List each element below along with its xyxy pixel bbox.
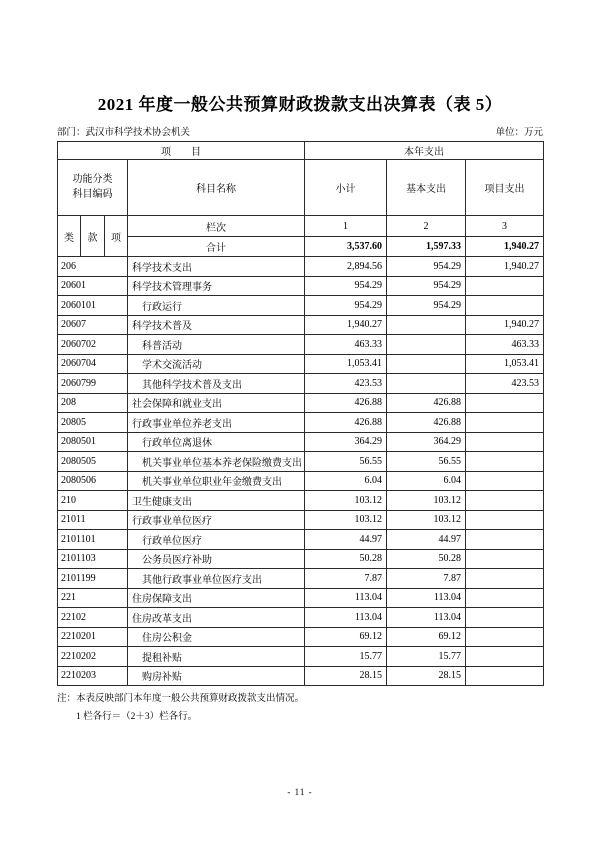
row-basic: 113.04 bbox=[387, 588, 466, 608]
header-project-expenditure: 项目支出 bbox=[466, 160, 544, 216]
row-project: 1,940.27 bbox=[466, 315, 544, 335]
page-number: - 11 - bbox=[287, 787, 313, 797]
row-basic bbox=[387, 315, 466, 335]
header-index-row bbox=[58, 216, 544, 237]
row-basic: 15.77 bbox=[387, 647, 466, 667]
table-row bbox=[58, 452, 544, 472]
table-row bbox=[58, 608, 544, 628]
row-name: 机关事业单位职业年金缴费支出 bbox=[128, 471, 305, 491]
row-code: 20805 bbox=[58, 413, 128, 433]
row-name: 行政单位离退休 bbox=[128, 432, 305, 452]
table-row bbox=[58, 315, 544, 335]
header-func-code bbox=[58, 160, 128, 216]
header-subtotal: 小计 bbox=[305, 160, 387, 216]
header-item: 项 bbox=[105, 216, 128, 257]
row-project bbox=[466, 393, 544, 413]
row-basic: 103.12 bbox=[387, 491, 466, 511]
row-project bbox=[466, 569, 544, 589]
header-column-index-label: 栏次 bbox=[128, 216, 305, 237]
row-project: 1,940.27 bbox=[466, 257, 544, 277]
table-row bbox=[58, 569, 544, 589]
row-subtotal: 423.53 bbox=[305, 374, 387, 394]
table-row bbox=[58, 276, 544, 296]
page-title: 2021 年度一般公共预算财政拨款支出决算表（表 5） bbox=[97, 95, 503, 114]
row-name: 行政事业单位医疗 bbox=[128, 510, 305, 530]
row-subtotal: 50.28 bbox=[305, 549, 387, 569]
row-project bbox=[466, 647, 544, 667]
table-body bbox=[58, 257, 544, 686]
row-subtotal: 103.12 bbox=[305, 491, 387, 511]
total-row bbox=[58, 237, 544, 257]
row-name: 学术交流活动 bbox=[128, 354, 305, 374]
row-subtotal: 1,053.41 bbox=[305, 354, 387, 374]
table-row bbox=[58, 471, 544, 491]
row-name: 住房公积金 bbox=[128, 627, 305, 647]
header-func-code-line1: 功能分类 bbox=[72, 174, 113, 185]
total-project: 1,940.27 bbox=[466, 237, 544, 257]
row-project bbox=[466, 413, 544, 433]
header-column-1: 1 bbox=[305, 216, 387, 237]
row-code: 2080505 bbox=[58, 452, 128, 472]
row-project bbox=[466, 491, 544, 511]
row-code: 206 bbox=[58, 257, 128, 277]
header-columns-row bbox=[58, 160, 544, 216]
row-project bbox=[466, 276, 544, 296]
row-project bbox=[466, 588, 544, 608]
row-code: 22102 bbox=[58, 608, 128, 628]
department-label: 部门：武汉市科学技术协会机关 bbox=[57, 128, 191, 138]
row-code: 2060799 bbox=[58, 374, 128, 394]
row-subtotal: 954.29 bbox=[305, 276, 387, 296]
row-name: 住房改革支出 bbox=[128, 608, 305, 628]
header-project-group: 项 目 bbox=[58, 142, 305, 160]
row-project bbox=[466, 608, 544, 628]
table-row bbox=[58, 647, 544, 667]
row-name: 提租补贴 bbox=[128, 647, 305, 667]
row-code: 210 bbox=[58, 491, 128, 511]
row-code: 2060702 bbox=[58, 335, 128, 355]
row-basic: 6.04 bbox=[387, 471, 466, 491]
header-basic-expenditure: 基本支出 bbox=[387, 160, 466, 216]
row-name: 科普活动 bbox=[128, 335, 305, 355]
row-code: 2210202 bbox=[58, 647, 128, 667]
row-basic: 113.04 bbox=[387, 608, 466, 628]
table-row bbox=[58, 257, 544, 277]
row-subtotal: 426.88 bbox=[305, 413, 387, 433]
header-column-2: 2 bbox=[387, 216, 466, 237]
row-subtotal: 7.87 bbox=[305, 569, 387, 589]
note-line-2: 1 栏各行＝（2＋3）栏各行。 bbox=[76, 711, 198, 722]
table-row bbox=[58, 354, 544, 374]
row-project bbox=[466, 549, 544, 569]
row-code: 2101103 bbox=[58, 549, 128, 569]
row-basic: 954.29 bbox=[387, 276, 466, 296]
row-subtotal: 15.77 bbox=[305, 647, 387, 667]
table-row bbox=[58, 335, 544, 355]
row-project bbox=[466, 452, 544, 472]
row-subtotal: 113.04 bbox=[305, 588, 387, 608]
row-project: 1,053.41 bbox=[466, 354, 544, 374]
row-basic: 44.97 bbox=[387, 530, 466, 550]
row-subtotal: 69.12 bbox=[305, 627, 387, 647]
table-row bbox=[58, 530, 544, 550]
row-name: 行政事业单位养老支出 bbox=[128, 413, 305, 433]
header-group-row bbox=[58, 142, 544, 160]
row-subtotal: 56.55 bbox=[305, 452, 387, 472]
row-code: 20607 bbox=[58, 315, 128, 335]
row-code: 2210203 bbox=[58, 666, 128, 686]
row-subtotal: 6.04 bbox=[305, 471, 387, 491]
row-code: 2060704 bbox=[58, 354, 128, 374]
row-subtotal: 28.15 bbox=[305, 666, 387, 686]
row-subtotal: 103.12 bbox=[305, 510, 387, 530]
table-row bbox=[58, 432, 544, 452]
table-row bbox=[58, 374, 544, 394]
row-name: 社会保障和就业支出 bbox=[128, 393, 305, 413]
row-name: 行政运行 bbox=[128, 296, 305, 316]
row-project: 463.33 bbox=[466, 335, 544, 355]
row-code: 2080501 bbox=[58, 432, 128, 452]
table-row bbox=[58, 393, 544, 413]
table-row bbox=[58, 510, 544, 530]
meta-row bbox=[57, 124, 543, 138]
row-code: 2080506 bbox=[58, 471, 128, 491]
row-code: 2210201 bbox=[58, 627, 128, 647]
row-basic bbox=[387, 354, 466, 374]
row-subtotal: 113.04 bbox=[305, 608, 387, 628]
table-row bbox=[58, 588, 544, 608]
header-current-year-group: 本年支出 bbox=[305, 142, 544, 160]
row-code: 21011 bbox=[58, 510, 128, 530]
row-project bbox=[466, 627, 544, 647]
row-basic: 28.15 bbox=[387, 666, 466, 686]
note-line-1: 注：本表反映部门本年度一般公共预算财政拨款支出情况。 bbox=[57, 694, 305, 704]
row-basic bbox=[387, 335, 466, 355]
row-subtotal: 364.29 bbox=[305, 432, 387, 452]
total-basic: 1,597.33 bbox=[387, 237, 466, 257]
unit-label: 单位：万元 bbox=[495, 128, 543, 138]
row-basic: 50.28 bbox=[387, 549, 466, 569]
row-project bbox=[466, 530, 544, 550]
row-basic: 364.29 bbox=[387, 432, 466, 452]
row-project bbox=[466, 296, 544, 316]
row-basic: 7.87 bbox=[387, 569, 466, 589]
total-subtotal: 3,537.60 bbox=[305, 237, 387, 257]
row-name: 科学技术支出 bbox=[128, 257, 305, 277]
header-column-3: 3 bbox=[466, 216, 544, 237]
row-code: 221 bbox=[58, 588, 128, 608]
row-name: 卫生健康支出 bbox=[128, 491, 305, 511]
row-project bbox=[466, 471, 544, 491]
row-code: 2060101 bbox=[58, 296, 128, 316]
row-basic: 954.29 bbox=[387, 257, 466, 277]
row-project: 423.53 bbox=[466, 374, 544, 394]
table-row bbox=[58, 296, 544, 316]
table-row bbox=[58, 491, 544, 511]
row-name: 住房保障支出 bbox=[128, 588, 305, 608]
table-row bbox=[58, 413, 544, 433]
row-code: 2101101 bbox=[58, 530, 128, 550]
table-row bbox=[58, 627, 544, 647]
row-basic: 56.55 bbox=[387, 452, 466, 472]
row-basic bbox=[387, 374, 466, 394]
row-basic: 426.88 bbox=[387, 393, 466, 413]
row-basic: 69.12 bbox=[387, 627, 466, 647]
row-name: 其他科学技术普及支出 bbox=[128, 374, 305, 394]
notes bbox=[57, 692, 543, 724]
row-project bbox=[466, 510, 544, 530]
row-name: 机关事业单位基本养老保险缴费支出 bbox=[128, 452, 305, 472]
budget-table bbox=[57, 141, 544, 686]
table-row bbox=[58, 549, 544, 569]
header-subject-name: 科目名称 bbox=[128, 160, 305, 216]
row-subtotal: 954.29 bbox=[305, 296, 387, 316]
row-name: 科学技术管理事务 bbox=[128, 276, 305, 296]
row-subtotal: 463.33 bbox=[305, 335, 387, 355]
row-basic: 954.29 bbox=[387, 296, 466, 316]
row-code: 2101199 bbox=[58, 569, 128, 589]
row-subtotal: 44.97 bbox=[305, 530, 387, 550]
row-name: 其他行政事业单位医疗支出 bbox=[128, 569, 305, 589]
header-section: 款 bbox=[81, 216, 105, 257]
row-name: 科学技术普及 bbox=[128, 315, 305, 335]
row-basic: 426.88 bbox=[387, 413, 466, 433]
row-code: 208 bbox=[58, 393, 128, 413]
row-name: 行政单位医疗 bbox=[128, 530, 305, 550]
header-func-code-line2: 科目编码 bbox=[72, 188, 113, 200]
row-subtotal: 1,940.27 bbox=[305, 315, 387, 335]
row-project bbox=[466, 666, 544, 686]
total-label: 合计 bbox=[128, 237, 305, 257]
table-row bbox=[58, 666, 544, 686]
row-code: 20601 bbox=[58, 276, 128, 296]
row-basic: 103.12 bbox=[387, 510, 466, 530]
row-subtotal: 426.88 bbox=[305, 393, 387, 413]
row-name: 公务员医疗补助 bbox=[128, 549, 305, 569]
row-subtotal: 2,894.56 bbox=[305, 257, 387, 277]
header-class: 类 bbox=[58, 216, 81, 257]
row-name: 购房补贴 bbox=[128, 666, 305, 686]
row-project bbox=[466, 432, 544, 452]
